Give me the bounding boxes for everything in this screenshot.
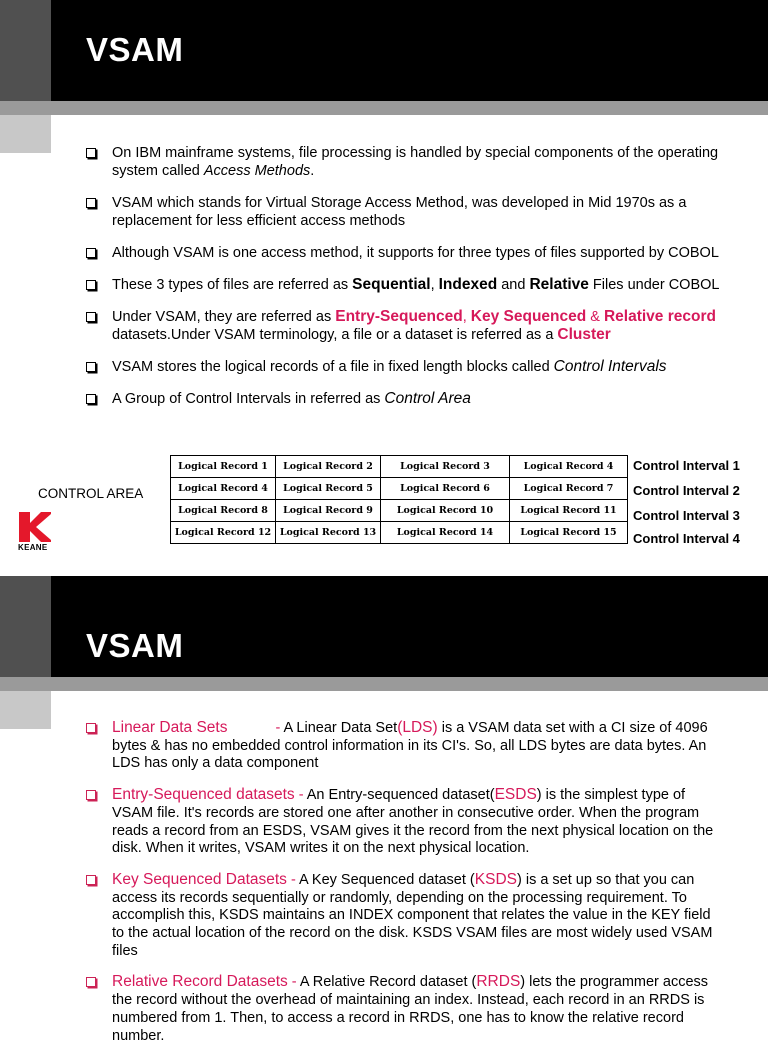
table-cell: Logical Record 8 xyxy=(171,500,276,522)
list-item: VSAM which stands for Virtual Storage Access Method, was developed in Mid 1970s as a replacement for less efficient access methods xyxy=(84,194,724,230)
checkbox-bullet-icon xyxy=(86,362,96,372)
control-area-label: CONTROL AREA xyxy=(38,486,144,501)
header-accent-bar xyxy=(0,0,51,101)
list-item: Although VSAM is one access method, it supports for three types of files supported by COBOL xyxy=(84,244,724,262)
dataset-types-list xyxy=(84,719,724,1058)
table-cell: Logical Record 6 xyxy=(381,478,510,500)
table-row xyxy=(171,522,628,544)
header-divider xyxy=(0,101,768,115)
slide-title: VSAM xyxy=(86,627,184,664)
control-interval-label: Control Interval 1 xyxy=(633,458,740,473)
table-cell: Logical Record 4 xyxy=(510,456,628,478)
keane-logo-icon xyxy=(19,512,51,542)
table-cell: Logical Record 1 xyxy=(171,456,276,478)
keane-logo xyxy=(18,512,52,554)
table-cell: Logical Record 14 xyxy=(381,522,510,544)
control-interval-label: Control Interval 2 xyxy=(633,483,740,498)
list-item: VSAM stores the logical records of a file in fixed length blocks called Control Intervals xyxy=(84,358,724,376)
list-item: Key Sequenced Datasets - A Key Sequenced dataset (KSDS) is a set up so that you can access its records sequentially or randomly, depending on the processing requirement. To accomplish this, KSDS maintains an INDEX component that relates the value in the KEY field to the actual location of the record on the disk. KSDS VSAM files are most widely used VSAM files xyxy=(84,871,724,961)
checkbox-bullet-icon xyxy=(86,394,96,404)
table-cell: Logical Record 13 xyxy=(276,522,381,544)
slide-title: VSAM xyxy=(86,31,184,68)
table-row xyxy=(171,500,628,522)
slide-header xyxy=(0,576,768,677)
control-area-table xyxy=(170,455,628,544)
table-cell: Logical Record 11 xyxy=(510,500,628,522)
table-row xyxy=(171,456,628,478)
table-cell: Logical Record 15 xyxy=(510,522,628,544)
bullet-list xyxy=(84,144,724,422)
table-row xyxy=(171,478,628,500)
checkbox-bullet-icon xyxy=(86,790,96,800)
checkbox-bullet-icon xyxy=(86,280,96,290)
table-cell: Logical Record 5 xyxy=(276,478,381,500)
header-accent-bar xyxy=(0,576,51,677)
table-cell: Logical Record 4 xyxy=(171,478,276,500)
table-cell: Logical Record 9 xyxy=(276,500,381,522)
list-item: A Group of Control Intervals in referred as Control Area xyxy=(84,390,724,408)
checkbox-bullet-icon xyxy=(86,312,96,322)
checkbox-bullet-icon xyxy=(86,723,96,733)
table-cell: Logical Record 12 xyxy=(171,522,276,544)
list-item: Under VSAM, they are referred as Entry-Sequenced, Key Sequenced & Relative record datasets.Under VSAM terminology, a file or a dataset is referred as a Cluster xyxy=(84,308,724,344)
list-item: Linear Data Sets - A Linear Data Set(LDS) is a VSAM data set with a CI size of 4096 bytes & has no embedded control information in its CI's. So, all LDS bytes are data bytes. An LDS has only a data component xyxy=(84,719,724,773)
table-cell: Logical Record 7 xyxy=(510,478,628,500)
control-interval-label: Control Interval 4 xyxy=(633,531,740,546)
slide-header xyxy=(0,0,768,101)
checkbox-bullet-icon xyxy=(86,875,96,885)
list-item: Entry-Sequenced datasets - An Entry-sequenced dataset(ESDS) is the simplest type of VSAM file. It's records are stored one after another in consecutive order. When the program reads a record from an ESDS, VSAM gives it the record from the next physical location on the disk. When it writes, VSAM writes it on the next physical location. xyxy=(84,786,724,858)
table-cell: Logical Record 3 xyxy=(381,456,510,478)
control-interval-label: Control Interval 3 xyxy=(633,508,740,523)
list-item: These 3 types of files are referred as Sequential, Indexed and Relative Files under COBOL xyxy=(84,276,724,294)
table-cell: Logical Record 10 xyxy=(381,500,510,522)
checkbox-bullet-icon xyxy=(86,248,96,258)
list-item: On IBM mainframe systems, file processing is handled by special components of the operating system called Access Methods. xyxy=(84,144,724,180)
decorative-square xyxy=(0,691,51,729)
decorative-square xyxy=(0,115,51,153)
slide-gap xyxy=(0,568,768,576)
table-cell: Logical Record 2 xyxy=(276,456,381,478)
header-divider xyxy=(0,677,768,691)
checkbox-bullet-icon xyxy=(86,148,96,158)
logo-wordmark: KEANE xyxy=(18,543,48,552)
checkbox-bullet-icon xyxy=(86,977,96,987)
checkbox-bullet-icon xyxy=(86,198,96,208)
list-item: Relative Record Datasets - A Relative Record dataset (RRDS) lets the programmer access the record without the overhead of maintaining an index. Instead, each record in an RRDS is numbered from 1. Then, to access a record in RRDS, one has to know the relative record number. xyxy=(84,973,724,1045)
slide-2 xyxy=(0,576,768,1044)
